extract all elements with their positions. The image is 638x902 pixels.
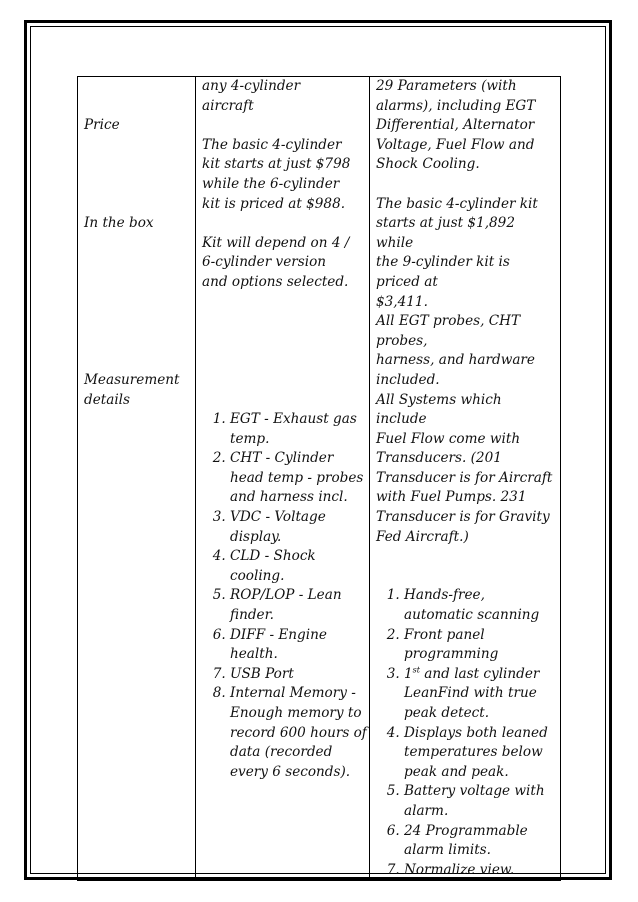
box-text: and options selected. <box>202 273 349 290</box>
box-text: harness, and hardware <box>376 352 535 369</box>
label-in-the-box: In the box <box>84 215 154 232</box>
list-item: 5. Battery voltage with alarm. <box>404 782 556 821</box>
text-line: Voltage, Fuel Flow and <box>376 136 535 153</box>
box-text: Kit will depend on 4 / <box>202 234 350 251</box>
text-line: 29 Parameters (with <box>376 78 517 94</box>
text-line: Differential, Alternator <box>376 117 535 134</box>
text-line: aircraft <box>202 97 254 114</box>
comparison-table <box>77 76 561 881</box>
box-text: All EGT probes, CHT probes, <box>376 313 521 349</box>
box-text: Transducer is for Aircraft <box>376 469 553 486</box>
text-line: any 4-cylinder <box>202 78 301 94</box>
superscript: st <box>412 665 420 675</box>
label-measurement: Measurement <box>84 371 180 388</box>
price-text: while the 6-cylinder <box>202 175 340 192</box>
label-column <box>78 77 196 881</box>
list-item: 4. Displays both leaned temperatures below peak and peak. <box>404 724 556 783</box>
price-text: the 9-cylinder kit is priced at <box>376 254 510 290</box>
box-text: Transducers. (201 <box>376 450 502 467</box>
text-line: Shock Cooling. <box>376 156 480 173</box>
list-item: 7. Normalize view. <box>404 861 556 881</box>
list-item: 6. 24 Programmable alarm limits. <box>404 822 556 861</box>
list-item: 1. EGT - Exhaust gas temp. <box>230 410 367 449</box>
box-text: Fed Aircraft.) <box>376 528 469 545</box>
list-item-num: 1 <box>404 665 413 682</box>
box-text: with Fuel Pumps. 231 <box>376 489 527 506</box>
product-a-column <box>196 77 370 881</box>
table-row <box>78 77 561 881</box>
box-text: included. <box>376 371 440 388</box>
price-text: kit is priced at $988. <box>202 195 346 212</box>
features-list <box>376 586 556 880</box>
price-text: The basic 4-cylinder kit <box>376 195 538 212</box>
list-item: 6. DIFF - Engine health. <box>230 626 367 665</box>
product-b-column <box>370 77 561 881</box>
list-item <box>404 665 556 724</box>
box-text: Transducer is for Gravity <box>376 509 550 526</box>
list-item: 8. Internal Memory - Enough memory to record 600 hours of data (recorded every 6 seconds). <box>230 684 367 782</box>
list-item-rest: and last cylinder LeanFind with true peak detect. <box>404 665 540 721</box>
list-item: 3. VDC - Voltage display. <box>230 508 367 547</box>
list-item: 2. CHT - Cylinder head temp - probes and harness incl. <box>230 449 367 508</box>
price-text: $3,411. <box>376 293 428 310</box>
list-item: 7. USB Port <box>230 665 367 685</box>
list-item: 2. Front panel programming <box>404 626 556 665</box>
list-item: 1. Hands-free, automatic scanning <box>404 586 556 625</box>
box-text: All Systems which include <box>376 391 502 428</box>
label-price: Price <box>84 117 120 134</box>
list-item: 4. CLD - Shock cooling. <box>230 547 367 586</box>
box-text: 6-cylinder version <box>202 254 327 271</box>
list-item: 5. ROP/LOP - Lean finder. <box>230 586 367 625</box>
text-line: alarms), including EGT <box>376 97 536 114</box>
box-text: Fuel Flow come with <box>376 430 521 447</box>
price-text: The basic 4-cylinder <box>202 136 342 153</box>
price-text: kit starts at just $798 <box>202 156 351 173</box>
label-details: details <box>84 391 130 408</box>
price-text: starts at just $1,892 while <box>376 215 515 251</box>
measurement-list <box>202 410 367 782</box>
